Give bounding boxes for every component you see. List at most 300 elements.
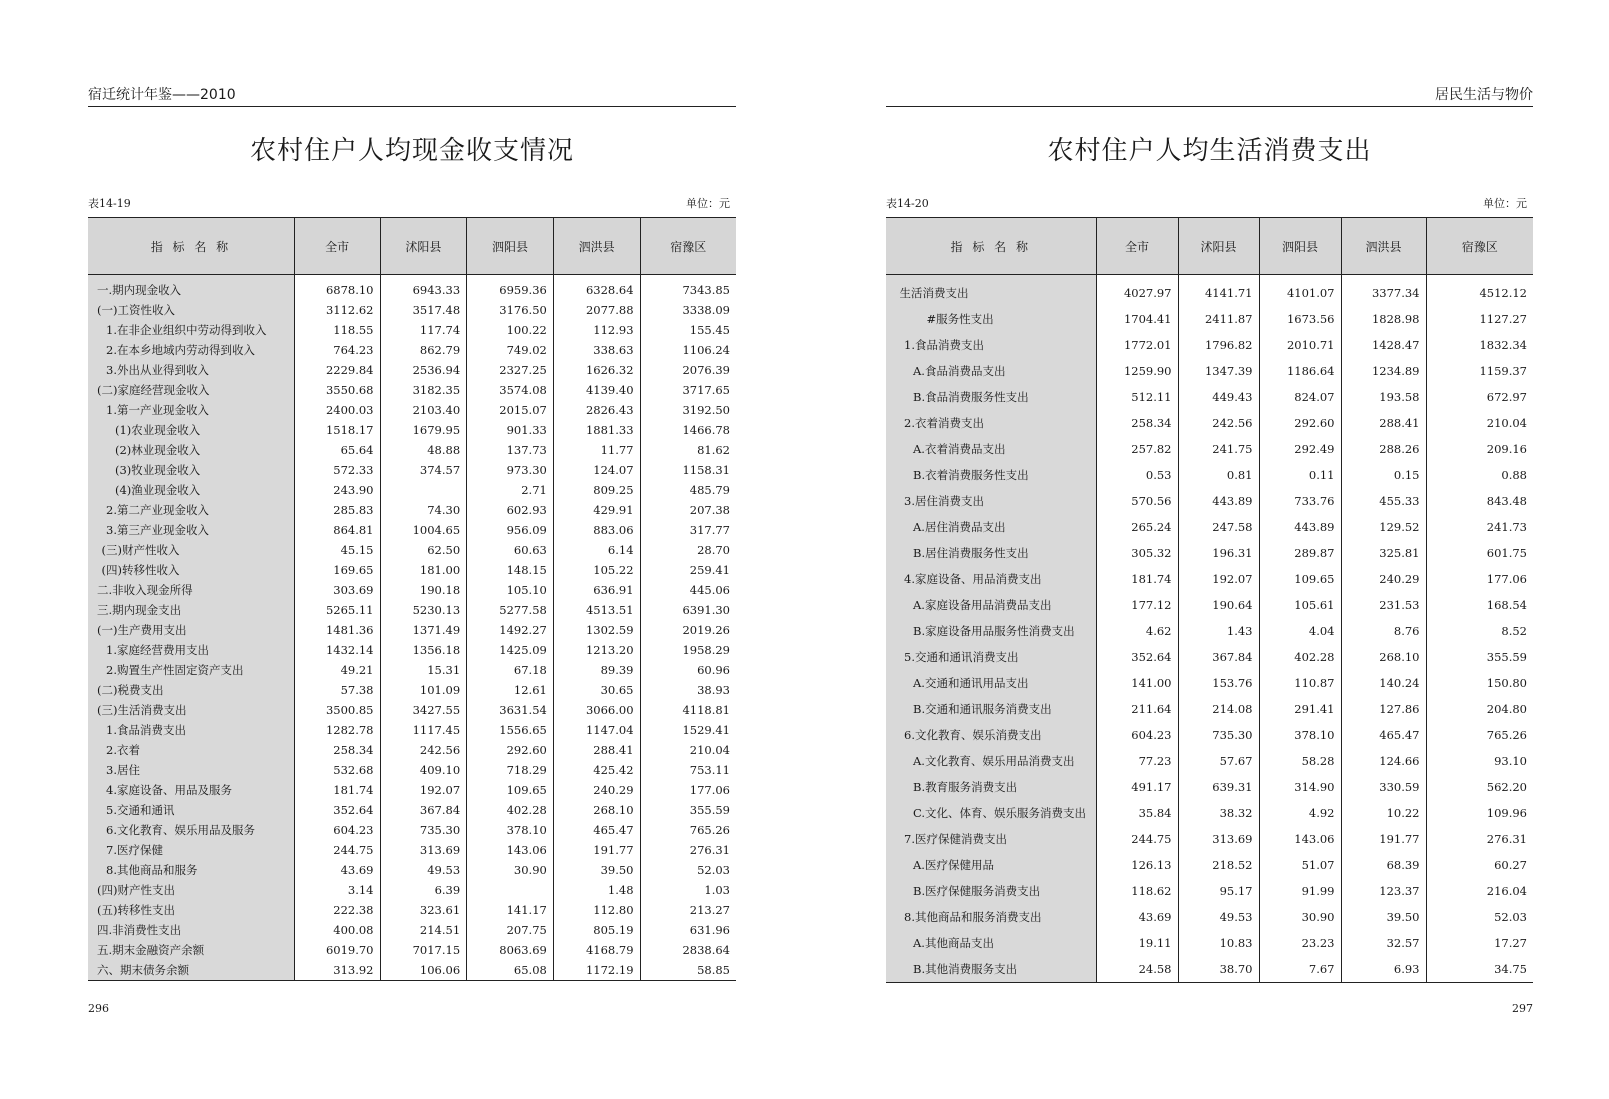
value-cell: 2076.39 xyxy=(640,360,736,380)
row-label: B.医疗保健服务消费支出 xyxy=(886,878,1096,904)
row-label: A.食品消费品支出 xyxy=(886,358,1096,384)
value-cell: 3500.85 xyxy=(294,700,380,720)
income-expenditure-table xyxy=(88,217,736,981)
value-cell: 864.81 xyxy=(294,520,380,540)
value-cell: 285.83 xyxy=(294,500,380,520)
value-cell: 242.56 xyxy=(1178,410,1259,436)
row-label: 6.文化教育、娱乐消费支出 xyxy=(886,722,1096,748)
value-cell: 137.73 xyxy=(467,440,554,460)
value-cell: 491.17 xyxy=(1096,774,1178,800)
value-cell: 0.53 xyxy=(1096,462,1178,488)
value-cell: 325.81 xyxy=(1341,540,1426,566)
value-cell: 1186.64 xyxy=(1259,358,1341,384)
value-cell: 49.21 xyxy=(294,660,380,680)
value-cell: 52.03 xyxy=(1426,904,1533,930)
value-cell: 735.30 xyxy=(1178,722,1259,748)
value-cell: 753.11 xyxy=(640,760,736,780)
value-cell: 6943.33 xyxy=(380,275,467,301)
value-cell: 222.38 xyxy=(294,900,380,920)
row-label: (二)家庭经营现金收入 xyxy=(88,380,294,400)
value-cell: 1673.56 xyxy=(1259,306,1341,332)
table-row xyxy=(88,275,736,301)
table-row xyxy=(88,300,736,320)
value-cell: 241.73 xyxy=(1426,514,1533,540)
value-cell: 455.33 xyxy=(1341,488,1426,514)
value-cell: 268.10 xyxy=(1341,644,1426,670)
table-number: 表14-19 xyxy=(88,197,131,210)
header-siyang: 泗阳县 xyxy=(467,218,554,275)
unit-label: 单位：元 xyxy=(1483,197,1527,210)
table-row xyxy=(88,720,736,740)
value-cell: 570.56 xyxy=(1096,488,1178,514)
table-row xyxy=(88,500,736,520)
value-cell: 443.89 xyxy=(1178,488,1259,514)
row-label: A.其他商品支出 xyxy=(886,930,1096,956)
value-cell: 3176.50 xyxy=(467,300,554,320)
value-cell: 402.28 xyxy=(467,800,554,820)
value-cell: 214.51 xyxy=(380,920,467,940)
table-row xyxy=(88,460,736,480)
value-cell: 5277.58 xyxy=(467,600,554,620)
value-cell: 3574.08 xyxy=(467,380,554,400)
value-cell: 38.70 xyxy=(1178,956,1259,983)
value-cell: 244.75 xyxy=(294,840,380,860)
value-cell: 1234.89 xyxy=(1341,358,1426,384)
value-cell: 168.54 xyxy=(1426,592,1533,618)
table-row xyxy=(88,600,736,620)
value-cell: 143.06 xyxy=(467,840,554,860)
value-cell: 1106.24 xyxy=(640,340,736,360)
value-cell: 512.11 xyxy=(1096,384,1178,410)
row-label: 1.家庭经营费用支出 xyxy=(88,640,294,660)
value-cell: 2103.40 xyxy=(380,400,467,420)
table-row xyxy=(88,780,736,800)
value-cell: 636.91 xyxy=(553,580,640,600)
value-cell: 74.30 xyxy=(380,500,467,520)
header-city: 全市 xyxy=(1096,218,1178,275)
table-row xyxy=(88,820,736,840)
value-cell: 153.76 xyxy=(1178,670,1259,696)
value-cell: 214.08 xyxy=(1178,696,1259,722)
row-label: 2.购置生产性固定资产支出 xyxy=(88,660,294,680)
row-label: 二.非收入现金所得 xyxy=(88,580,294,600)
row-label: 2.衣着消费支出 xyxy=(886,410,1096,436)
table-row xyxy=(886,566,1533,592)
value-cell: 210.04 xyxy=(1426,410,1533,436)
value-cell: 1302.59 xyxy=(553,620,640,640)
value-cell: 123.37 xyxy=(1341,878,1426,904)
value-cell: 141.17 xyxy=(467,900,554,920)
value-cell: 765.26 xyxy=(640,820,736,840)
value-cell: 6019.70 xyxy=(294,940,380,960)
table-row xyxy=(88,700,736,720)
value-cell: 7343.85 xyxy=(640,275,736,301)
row-label: 1.食品消费支出 xyxy=(88,720,294,740)
row-label: (五)转移性支出 xyxy=(88,900,294,920)
value-cell: 8.52 xyxy=(1426,618,1533,644)
value-cell: 240.29 xyxy=(553,780,640,800)
value-cell: 67.18 xyxy=(467,660,554,680)
row-label: 一.期内现金收入 xyxy=(88,275,294,301)
value-cell: 81.62 xyxy=(640,440,736,460)
value-cell: 109.65 xyxy=(1259,566,1341,592)
header-sihong: 泗洪县 xyxy=(1341,218,1426,275)
row-label: 1.食品消费支出 xyxy=(886,332,1096,358)
value-cell: 177.06 xyxy=(1426,566,1533,592)
value-cell: 181.74 xyxy=(294,780,380,800)
table-row xyxy=(88,440,736,460)
table-row xyxy=(886,514,1533,540)
value-cell: 93.10 xyxy=(1426,748,1533,774)
value-cell: 247.58 xyxy=(1178,514,1259,540)
row-label: 8.其他商品和服务 xyxy=(88,860,294,880)
value-cell: 429.91 xyxy=(553,500,640,520)
value-cell: 733.76 xyxy=(1259,488,1341,514)
value-cell: 58.85 xyxy=(640,960,736,981)
header-city: 全市 xyxy=(294,218,380,275)
value-cell: 112.80 xyxy=(553,900,640,920)
row-label: 2.衣着 xyxy=(88,740,294,760)
value-cell: 124.66 xyxy=(1341,748,1426,774)
table-row xyxy=(886,774,1533,800)
header-shuyang: 沭阳县 xyxy=(1178,218,1259,275)
value-cell: 292.60 xyxy=(1259,410,1341,436)
table-number: 表14-20 xyxy=(886,197,929,210)
table-row xyxy=(88,860,736,880)
value-cell: 2010.71 xyxy=(1259,332,1341,358)
value-cell: 1828.98 xyxy=(1341,306,1426,332)
value-cell: 601.75 xyxy=(1426,540,1533,566)
row-label: B.其他消费服务支出 xyxy=(886,956,1096,983)
header-indicator: 指 标 名 称 xyxy=(886,218,1096,275)
value-cell: 181.74 xyxy=(1096,566,1178,592)
table-row xyxy=(88,420,736,440)
value-cell: 150.80 xyxy=(1426,670,1533,696)
value-cell: 118.55 xyxy=(294,320,380,340)
value-cell xyxy=(380,480,467,500)
value-cell: 445.06 xyxy=(640,580,736,600)
row-label: B.交通和通讯服务消费支出 xyxy=(886,696,1096,722)
value-cell: 323.61 xyxy=(380,900,467,920)
value-cell: 148.15 xyxy=(467,560,554,580)
value-cell: 3631.54 xyxy=(467,700,554,720)
value-cell: 289.87 xyxy=(1259,540,1341,566)
table-row xyxy=(88,580,736,600)
value-cell: 51.07 xyxy=(1259,852,1341,878)
value-cell: 1127.27 xyxy=(1426,306,1533,332)
value-cell: 57.67 xyxy=(1178,748,1259,774)
value-cell: 735.30 xyxy=(380,820,467,840)
table-row xyxy=(886,306,1533,332)
value-cell: 805.19 xyxy=(553,920,640,940)
header-sihong: 泗洪县 xyxy=(553,218,640,275)
value-cell: 143.06 xyxy=(1259,826,1341,852)
value-cell: 1259.90 xyxy=(1096,358,1178,384)
value-cell: 52.03 xyxy=(640,860,736,880)
value-cell: 317.77 xyxy=(640,520,736,540)
value-cell: 313.69 xyxy=(380,840,467,860)
row-label: 1.第一产业现金收入 xyxy=(88,400,294,420)
value-cell: 105.10 xyxy=(467,580,554,600)
value-cell: 288.26 xyxy=(1341,436,1426,462)
value-cell: 207.38 xyxy=(640,500,736,520)
value-cell: 4513.51 xyxy=(553,600,640,620)
row-label: 5.交通和通讯消费支出 xyxy=(886,644,1096,670)
value-cell: 1832.34 xyxy=(1426,332,1533,358)
value-cell: 209.16 xyxy=(1426,436,1533,462)
table-row xyxy=(88,360,736,380)
running-head xyxy=(88,86,736,107)
value-cell: 243.90 xyxy=(294,480,380,500)
value-cell: 12.61 xyxy=(467,680,554,700)
value-cell: 129.52 xyxy=(1341,514,1426,540)
value-cell: 485.79 xyxy=(640,480,736,500)
value-cell: 177.12 xyxy=(1096,592,1178,618)
row-label: (一)生产费用支出 xyxy=(88,620,294,640)
value-cell: 268.10 xyxy=(553,800,640,820)
value-cell: 1347.39 xyxy=(1178,358,1259,384)
table-row xyxy=(886,696,1533,722)
value-cell: 1428.47 xyxy=(1341,332,1426,358)
value-cell: 749.02 xyxy=(467,340,554,360)
value-cell: 106.06 xyxy=(380,960,467,981)
value-cell: 30.65 xyxy=(553,680,640,700)
value-cell: 355.59 xyxy=(1426,644,1533,670)
table-row xyxy=(886,332,1533,358)
value-cell: 91.99 xyxy=(1259,878,1341,904)
value-cell: 3112.62 xyxy=(294,300,380,320)
value-cell: 126.13 xyxy=(1096,852,1178,878)
value-cell: 765.26 xyxy=(1426,722,1533,748)
header-shuyang: 沭阳县 xyxy=(380,218,467,275)
value-cell: 58.28 xyxy=(1259,748,1341,774)
value-cell: 562.20 xyxy=(1426,774,1533,800)
value-cell: 3517.48 xyxy=(380,300,467,320)
value-cell: 3066.00 xyxy=(553,700,640,720)
value-cell: 718.29 xyxy=(467,760,554,780)
row-label: A.家庭设备用品消费品支出 xyxy=(886,592,1096,618)
value-cell: 10.83 xyxy=(1178,930,1259,956)
row-label: 4.家庭设备、用品消费支出 xyxy=(886,566,1096,592)
table-row xyxy=(88,480,736,500)
value-cell: 1425.09 xyxy=(467,640,554,660)
value-cell: 140.24 xyxy=(1341,670,1426,696)
value-cell: 39.50 xyxy=(1341,904,1426,930)
row-label: 三.期内现金支出 xyxy=(88,600,294,620)
value-cell: 352.64 xyxy=(294,800,380,820)
value-cell: 0.81 xyxy=(1178,462,1259,488)
table-row xyxy=(886,722,1533,748)
table-row xyxy=(886,592,1533,618)
value-cell: 60.96 xyxy=(640,660,736,680)
value-cell: 10.22 xyxy=(1341,800,1426,826)
value-cell: 956.09 xyxy=(467,520,554,540)
value-cell: 313.92 xyxy=(294,960,380,981)
value-cell: 809.25 xyxy=(553,480,640,500)
value-cell: 604.23 xyxy=(294,820,380,840)
value-cell: 1147.04 xyxy=(553,720,640,740)
table-row xyxy=(88,900,736,920)
value-cell: 1.43 xyxy=(1178,618,1259,644)
value-cell: 24.58 xyxy=(1096,956,1178,983)
row-label: (1)农业现金收入 xyxy=(88,420,294,440)
value-cell: 883.06 xyxy=(553,520,640,540)
table-row xyxy=(88,740,736,760)
value-cell: 672.97 xyxy=(1426,384,1533,410)
value-cell: 4139.40 xyxy=(553,380,640,400)
consumption-expenditure-table xyxy=(886,217,1533,983)
value-cell: 639.31 xyxy=(1178,774,1259,800)
value-cell: 23.23 xyxy=(1259,930,1341,956)
header-siyang: 泗阳县 xyxy=(1259,218,1341,275)
value-cell: 257.82 xyxy=(1096,436,1178,462)
value-cell: 532.68 xyxy=(294,760,380,780)
row-label: 2.在本乡地域内劳动得到收入 xyxy=(88,340,294,360)
table-row xyxy=(886,275,1533,307)
value-cell: 244.75 xyxy=(1096,826,1178,852)
value-cell: 305.32 xyxy=(1096,540,1178,566)
row-label: (四)财产性支出 xyxy=(88,880,294,900)
value-cell: 15.31 xyxy=(380,660,467,680)
value-cell: 204.80 xyxy=(1426,696,1533,722)
value-cell: 1796.82 xyxy=(1178,332,1259,358)
value-cell: 7017.15 xyxy=(380,940,467,960)
value-cell: 4027.97 xyxy=(1096,275,1178,307)
value-cell: 35.84 xyxy=(1096,800,1178,826)
value-cell: 95.17 xyxy=(1178,878,1259,904)
value-cell: 291.41 xyxy=(1259,696,1341,722)
value-cell: 1556.65 xyxy=(467,720,554,740)
value-cell: 352.64 xyxy=(1096,644,1178,670)
value-cell: 62.50 xyxy=(380,540,467,560)
value-cell: 355.59 xyxy=(640,800,736,820)
value-cell: 1679.95 xyxy=(380,420,467,440)
row-label: 1.在非企业组织中劳动得到收入 xyxy=(88,320,294,340)
value-cell: 1.48 xyxy=(553,880,640,900)
value-cell: 604.23 xyxy=(1096,722,1178,748)
value-cell: 1492.27 xyxy=(467,620,554,640)
value-cell: 105.61 xyxy=(1259,592,1341,618)
value-cell: 367.84 xyxy=(1178,644,1259,670)
table-row xyxy=(88,560,736,580)
value-cell: 374.57 xyxy=(380,460,467,480)
row-label: 6.文化教育、娱乐用品及服务 xyxy=(88,820,294,840)
value-cell: 127.86 xyxy=(1341,696,1426,722)
value-cell: 4.62 xyxy=(1096,618,1178,644)
value-cell: 0.15 xyxy=(1341,462,1426,488)
value-cell: 258.34 xyxy=(294,740,380,760)
page-number: 296 xyxy=(88,1002,109,1015)
row-label: B.教育服务消费支出 xyxy=(886,774,1096,800)
value-cell: 3550.68 xyxy=(294,380,380,400)
value-cell: 265.24 xyxy=(1096,514,1178,540)
value-cell: 901.33 xyxy=(467,420,554,440)
value-cell: 5265.11 xyxy=(294,600,380,620)
value-cell: 38.93 xyxy=(640,680,736,700)
row-label: 生活消费支出 xyxy=(886,275,1096,307)
value-cell: 3427.55 xyxy=(380,700,467,720)
value-cell: 32.57 xyxy=(1341,930,1426,956)
row-label: 四.非消费性支出 xyxy=(88,920,294,940)
value-cell: 109.65 xyxy=(467,780,554,800)
unit-label: 单位：元 xyxy=(686,197,730,210)
value-cell: 292.60 xyxy=(467,740,554,760)
value-cell: 210.04 xyxy=(640,740,736,760)
value-cell: 216.04 xyxy=(1426,878,1533,904)
table-row xyxy=(88,840,736,860)
value-cell: 288.41 xyxy=(553,740,640,760)
row-label: (4)渔业现金收入 xyxy=(88,480,294,500)
value-cell: 1432.14 xyxy=(294,640,380,660)
value-cell: 2327.25 xyxy=(467,360,554,380)
value-cell: 211.64 xyxy=(1096,696,1178,722)
value-cell: 602.93 xyxy=(467,500,554,520)
table-row xyxy=(886,670,1533,696)
value-cell: 100.22 xyxy=(467,320,554,340)
table-row xyxy=(886,930,1533,956)
value-cell: 292.49 xyxy=(1259,436,1341,462)
value-cell: 213.27 xyxy=(640,900,736,920)
value-cell: 4118.81 xyxy=(640,700,736,720)
value-cell: 49.53 xyxy=(380,860,467,880)
value-cell: 1958.29 xyxy=(640,640,736,660)
table-row xyxy=(88,940,736,960)
value-cell: 241.75 xyxy=(1178,436,1259,462)
table-row xyxy=(88,760,736,780)
value-cell: 30.90 xyxy=(467,860,554,880)
value-cell: 1466.78 xyxy=(640,420,736,440)
table-row xyxy=(88,320,736,340)
table-row xyxy=(88,380,736,400)
table-row xyxy=(88,680,736,700)
value-cell: 1.03 xyxy=(640,880,736,900)
table-row xyxy=(886,488,1533,514)
table-row xyxy=(88,880,736,900)
value-cell: 77.23 xyxy=(1096,748,1178,774)
value-cell: 631.96 xyxy=(640,920,736,940)
table-row xyxy=(88,520,736,540)
table-row xyxy=(886,358,1533,384)
value-cell: 112.93 xyxy=(553,320,640,340)
row-label: 五.期末金融资产余额 xyxy=(88,940,294,960)
table-row xyxy=(88,920,736,940)
value-cell: 17.27 xyxy=(1426,930,1533,956)
value-cell: 3377.34 xyxy=(1341,275,1426,307)
value-cell: 2536.94 xyxy=(380,360,467,380)
value-cell: 4141.71 xyxy=(1178,275,1259,307)
table-row xyxy=(886,800,1533,826)
value-cell: 8063.69 xyxy=(467,940,554,960)
value-cell: 3.14 xyxy=(294,880,380,900)
row-label: (三)财产性收入 xyxy=(88,540,294,560)
row-label: (2)林业现金收入 xyxy=(88,440,294,460)
value-cell: 141.00 xyxy=(1096,670,1178,696)
value-cell: 240.29 xyxy=(1341,566,1426,592)
row-label: 4.家庭设备、用品及服务 xyxy=(88,780,294,800)
value-cell: 1004.65 xyxy=(380,520,467,540)
value-cell: 190.18 xyxy=(380,580,467,600)
row-label: 7.医疗保健消费支出 xyxy=(886,826,1096,852)
value-cell: 6391.30 xyxy=(640,600,736,620)
value-cell: 378.10 xyxy=(1259,722,1341,748)
table-row xyxy=(886,878,1533,904)
value-cell: 1626.32 xyxy=(553,360,640,380)
row-label: 2.第二产业现金收入 xyxy=(88,500,294,520)
value-cell: 258.34 xyxy=(1096,410,1178,436)
table-row xyxy=(88,620,736,640)
value-cell: 28.70 xyxy=(640,540,736,560)
value-cell: 191.77 xyxy=(1341,826,1426,852)
